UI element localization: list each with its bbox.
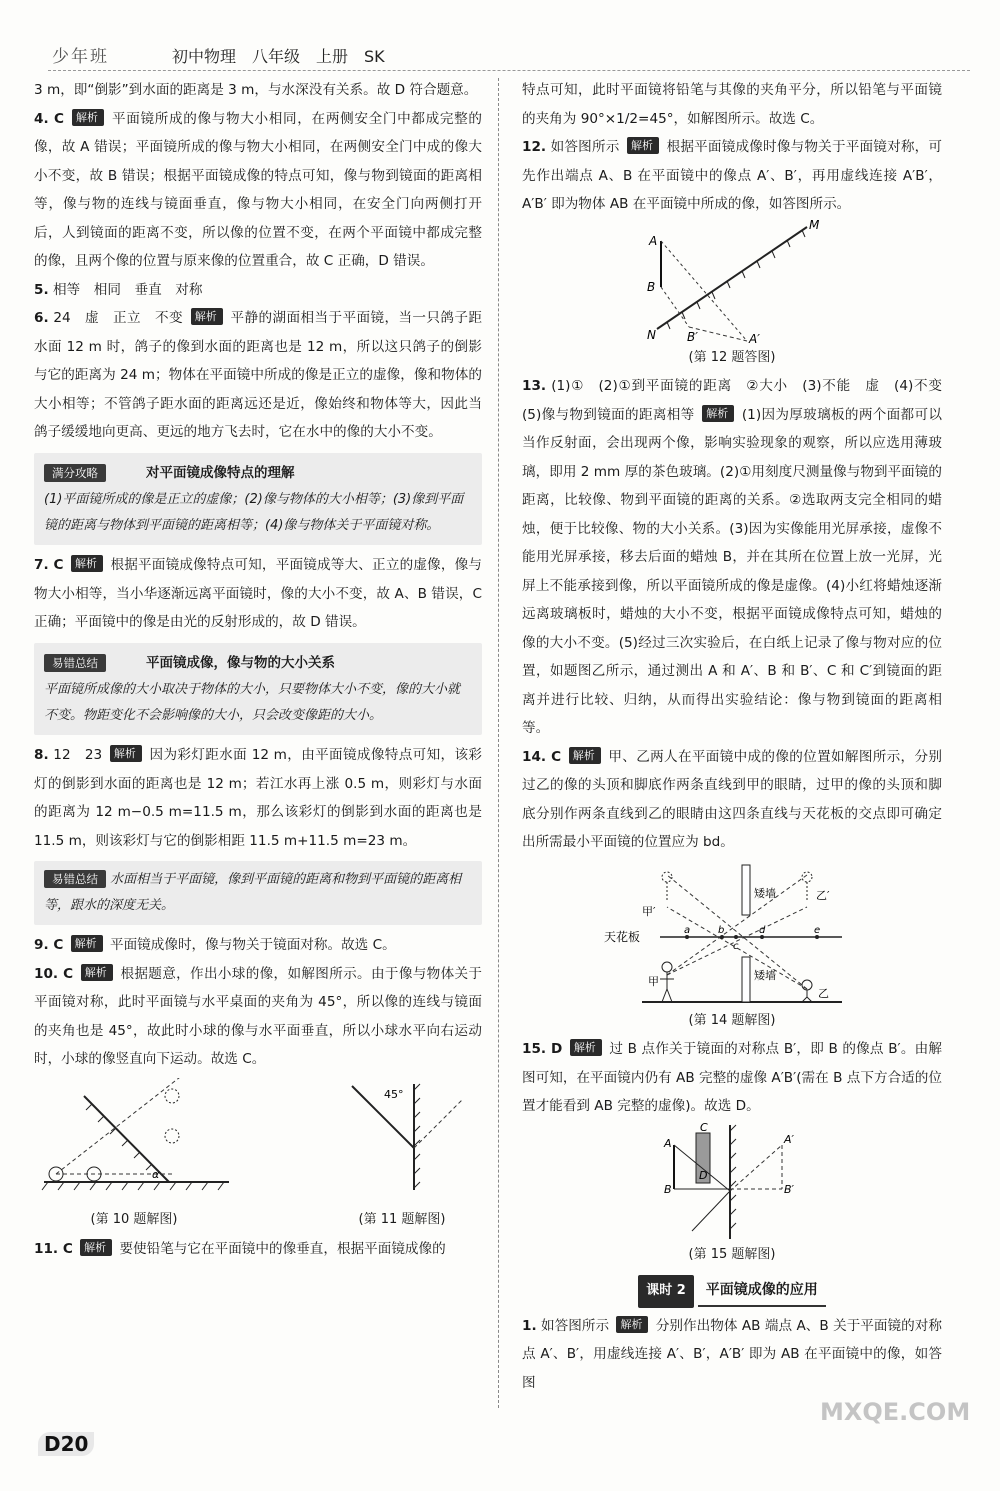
answer-7 [34, 551, 482, 637]
column-divider [498, 78, 499, 1408]
tip-body: 平面镜所成像的大小取决于物体的大小，只要物体大小不变，像的大小就不变。物距变化不会影响像的大小，只会改变像距的大小。 [44, 682, 461, 723]
mirror-N-label: N [647, 327, 656, 342]
answer-13 [522, 372, 956, 743]
analysis-tag: 解析 [569, 747, 601, 764]
analysis-text: 平静的湖面相当于平面镜，当一只鸽子距水面 12 m 时，鸽子的像到水面的距离也是 12 m，所以这只鸽子的倒影与它的距离为 24 m；物体在平面镜中所成的像是正立的虚像，像和物体的大小相等；不管鸽子距水面的距离远还是近，像始终和物体等大，因此当鸽子缓缓地向更高、更远的地方飞去时，它在水中的像的大小不变。 [34, 310, 483, 440]
analysis-text: 根据平面镜成像时像与物关于平面镜对称，可先作出端点 A、B 在平面镜中的像点 A′、B′，再用虚线连接 A′B′，A′B′ 即为物体 AB 在平面镜中所成的像，如答图所示。 [522, 139, 943, 212]
answer-text: (1)① (2)①到平面镜的距离 ②大小 (3)不能 虚 (4)不变 (5)像与物到镜面的距离相等 [522, 378, 956, 423]
analysis-text: 平面镜所成的像与物大小相同，在两侧安全门中都成完整的像，故 A 错误；平面镜所成的像与物大小相同，在两侧安全门中成的像大小不变，故 B 错误；根据平面镜成像的特点可知，像与物到镜面的距离相等，像与物的连线与镜面垂直，像与物大小相同，在安全门向两侧打开后，人到镜面的距离不变，所以像的位置不变，在两个平面镜中都成完整的像，且两个像的位置与原来像的位置重合，故 C 正确，D 错误。 [34, 110, 482, 269]
answer-9 [34, 931, 482, 960]
answer-15 [522, 1035, 942, 1121]
mirror-M-label: M [809, 218, 820, 232]
figure-15 [522, 1121, 942, 1270]
wall-top-label: 矮墙 [754, 886, 776, 900]
answer-number: 6. [34, 310, 49, 326]
right-column [522, 76, 956, 1397]
jia-image-label: 甲′ [642, 904, 656, 918]
analysis-tag: 解析 [71, 935, 103, 952]
answer-5 [34, 276, 482, 305]
header-divider [48, 70, 970, 71]
analysis-text: 根据平面镜成像特点可知，平面镜成等大、正立的虚像，像与物大小相等，当小华逐渐远离平面镜时，像的大小不变，故 A、B 错误，C 正确；平面镜中的像是由光的反射形成的，故 D 错误。 [34, 557, 482, 630]
jia-label: 甲 [648, 974, 659, 988]
answer-number: 12. [522, 139, 547, 155]
figure-14-diagram [602, 857, 862, 1007]
answer-text: 相等 相同 垂直 对称 [52, 281, 203, 298]
answer-number: 4. C [34, 110, 64, 127]
analysis-tag: 解析 [72, 109, 104, 126]
figure-12-diagram [637, 219, 827, 344]
angle-alpha-label: α [152, 1167, 160, 1181]
analysis-text: 分别作出物体 AB 端点 A、B 关于平面镜的对称点 A′、B′，用虚线连接 A′、B′，A′B′ 即为 AB 在平面镜中的像，如答图 [522, 1317, 943, 1391]
answer-text: 24 虚 正立 不变 [53, 310, 184, 326]
analysis-text: (1)因为厚玻璃板的两个面都可以当作反射面，会出现两个像，影响实验现象的观察，所以应选用薄玻璃，即用 2 mm 厚的茶色玻璃。(2)①用刻度尺测量像与物到平面镜的距离，比较像、物到平面镜的距离的关系。②选取两支完全相同的蜡烛，便于比较像、物的大小关系。(3)因为实像能用光屏承接，虚像不能用光屏承接，移去后面的蜡烛 B，并在其所在位置上放一光屏，光屏上不能承接到像，所以平面镜所成的像是虚像。(4)小红将蜡烛逐渐远离玻璃板时，蜡烛的大小不变，根据平面镜成像特点可知，蜡烛的像的大小不变。(5)经过三次实验后，在白纸上记录了像与物对应的位置，如题图乙所示，通过测出 A 和 A′、B 和 B′、C 和 C′到镜面的距离并进行比较、归纳，从而得出实验结论：像与物到镜面的距离相等。 [522, 406, 942, 736]
tip-body: (1)平面镜所成的像是正立的虚像；(2)像与物体的大小相等；(3)像到平面镜的距离与物体到平面镜的距离相等；(4)像与物体关于平面镜对称。 [44, 492, 464, 533]
figure-14-caption: (第 14 题解图) [688, 1012, 776, 1028]
image-A-label: A′ [784, 1132, 795, 1146]
answer-number: 11. C [34, 1240, 73, 1257]
answer-11 [34, 1235, 482, 1264]
analysis-tag: 解析 [80, 1239, 112, 1256]
figure-10-caption: (第 10 题解图) [90, 1212, 178, 1227]
figure-10-diagram [34, 1078, 234, 1196]
page-header [0, 0, 1000, 72]
figure-15-diagram [652, 1121, 812, 1241]
answer-text: 如答图所示 [550, 139, 620, 155]
point-D-label: D [699, 1168, 708, 1182]
yi-label: 乙 [818, 986, 829, 1000]
page-header-title: 初中物理 八年级 上册 SK [172, 47, 385, 66]
tip-tag: 满分攻略 [44, 464, 106, 482]
answer-10 [34, 960, 482, 1074]
point-B-label: B [664, 1182, 672, 1196]
wall-bottom-label: 矮墙 [754, 968, 776, 982]
point-B-label: B [647, 279, 656, 294]
analysis-tag: 解析 [702, 405, 734, 422]
answer-text: 12 23 [53, 747, 103, 763]
figure-11 [322, 1078, 482, 1235]
answer-1 [522, 1312, 942, 1398]
analysis-tag: 解析 [110, 745, 142, 762]
answer-4 [34, 105, 482, 276]
paragraph-continued: 特点可知，此时平面镜将铅笔与其像的夹角平分，所以铅笔与平面镜的夹角为 90°×1/2=45°，如解图所示。故选 C。 [522, 82, 942, 127]
point-a-label: a [684, 924, 691, 936]
answer-12 [522, 133, 942, 219]
answer-14 [522, 743, 942, 857]
figure-10 [34, 1078, 234, 1235]
answer-number: 7. C [34, 557, 64, 573]
point-C-label: C [700, 1120, 708, 1134]
point-A-label: A [664, 1136, 672, 1150]
tip-box-error-1 [34, 643, 482, 736]
tip-tag: 易错总结 [44, 870, 106, 888]
brand-logo: 少年班 [52, 47, 109, 67]
analysis-text: 甲、乙两人在平面镜中成的像的位置如解图所示，分别过乙的像的头顶和脚底作两条直线到甲的眼睛，过甲的像的头顶和脚底分别作两条直线到乙的眼睛由这四条直线与天花板的交点即可确定出所需最小平面镜的位置应为 bd。 [522, 748, 942, 850]
analysis-tag: 解析 [570, 1039, 602, 1056]
answer-number: 9. C [34, 937, 64, 953]
lesson-header [522, 1275, 942, 1308]
tip-title: 对平面镜成像特点的理解 [146, 464, 295, 481]
answer-number: 13. [522, 378, 547, 394]
page-number: D20 [38, 1432, 94, 1456]
figure-12-caption: (第 12 题答图) [688, 349, 776, 365]
angle-45-label: 45° [384, 1087, 404, 1101]
tip-body: 水面相当于平面镜，像到平面镜的距离和物到平面镜的距离相等，跟水的深度无关。 [44, 872, 462, 913]
watermark: MXQE.COM [820, 1398, 971, 1426]
tip-title: 平面镜成像，像与物的大小关系 [146, 654, 335, 671]
lesson-title: 平面镜成像的应用 [698, 1276, 826, 1307]
analysis-text: 根据题意，作出小球的像，如解图所示。由于像与物体关于平面镜对称，此时平面镜与水平桌面的夹角为 45°，所以像的连线与镜面的夹角也是 45°，故此时小球的像与水平面垂直，所以小球水平向右运动时，小球的像竖直向下运动。故选 C。 [34, 965, 483, 1067]
point-A-label: A [649, 233, 658, 248]
answer-text: 如答图所示 [540, 1317, 610, 1334]
lesson-tag: 课时 2 [638, 1275, 694, 1308]
point-c-label: c [733, 940, 739, 952]
point-e-label: e [814, 924, 821, 936]
analysis-tag: 解析 [71, 555, 103, 572]
point-d-label: d [759, 924, 766, 936]
answer-number: 14. C [522, 748, 562, 765]
answer-number: 5. [34, 281, 49, 298]
tip-box-error-2 [34, 861, 482, 925]
ceiling-label: 天花板 [604, 929, 641, 944]
analysis-tag: 解析 [616, 1316, 648, 1333]
yi-image-label: 乙′ [816, 888, 830, 902]
tip-box-full-marks [34, 453, 482, 546]
answer-number: 8. [34, 747, 49, 763]
answer-6 [34, 304, 482, 447]
tip-tag: 易错总结 [44, 654, 106, 672]
figure-11-diagram [322, 1078, 482, 1196]
figures-10-11 [34, 1078, 482, 1235]
figure-12 [522, 219, 942, 373]
image-B-label: B′ [687, 329, 698, 344]
analysis-text: 要使铅笔与它在平面镜中的像垂直，根据平面镜成像的 [119, 1240, 446, 1257]
image-A-label: A′ [749, 331, 760, 344]
analysis-text: 过 B 点作关于镜面的对称点 B′，即 B 的像点 B′。由解图可知，在平面镜内仍有 AB 完整的虚像 A′B′(需在 B 点下方合适的位置才能看到 AB 完整的虚像)。故选 D。 [522, 1041, 942, 1114]
analysis-text: 平面镜成像时，像与物关于镜面对称。故选 C。 [110, 937, 396, 953]
left-column [34, 76, 482, 1263]
answer-number: 10. C [34, 965, 74, 982]
image-B-label: B′ [784, 1182, 795, 1196]
paragraph-continued: 3 m，即“倒影”到水面的距离是 3 m，与水深没有关系。故 D 符合题意。 [34, 82, 478, 98]
figure-15-caption: (第 15 题解图) [688, 1246, 776, 1262]
point-b-label: b [718, 924, 725, 936]
analysis-text: 因为彩灯距水面 12 m，由平面镜成像特点可知，该彩灯的倒影到水面的距离也是 12 m；若江水再上涨 0.5 m，则彩灯与水面的距离为 12 m−0.5 m=11.5 m，那么该彩灯的倒影到水面的距离也是 11.5 m，则该彩灯与它的倒影相距 11.5 m+11.5 m=23 m。 [34, 747, 482, 849]
analysis-tag: 解析 [191, 308, 223, 325]
answer-number: 15. D [522, 1041, 563, 1057]
answer-8 [34, 741, 482, 855]
answer-number: 1. [522, 1317, 537, 1334]
analysis-tag: 解析 [81, 964, 113, 981]
analysis-tag: 解析 [627, 137, 659, 154]
figure-11-caption: (第 11 题解图) [358, 1212, 446, 1227]
figure-14 [522, 857, 942, 1036]
